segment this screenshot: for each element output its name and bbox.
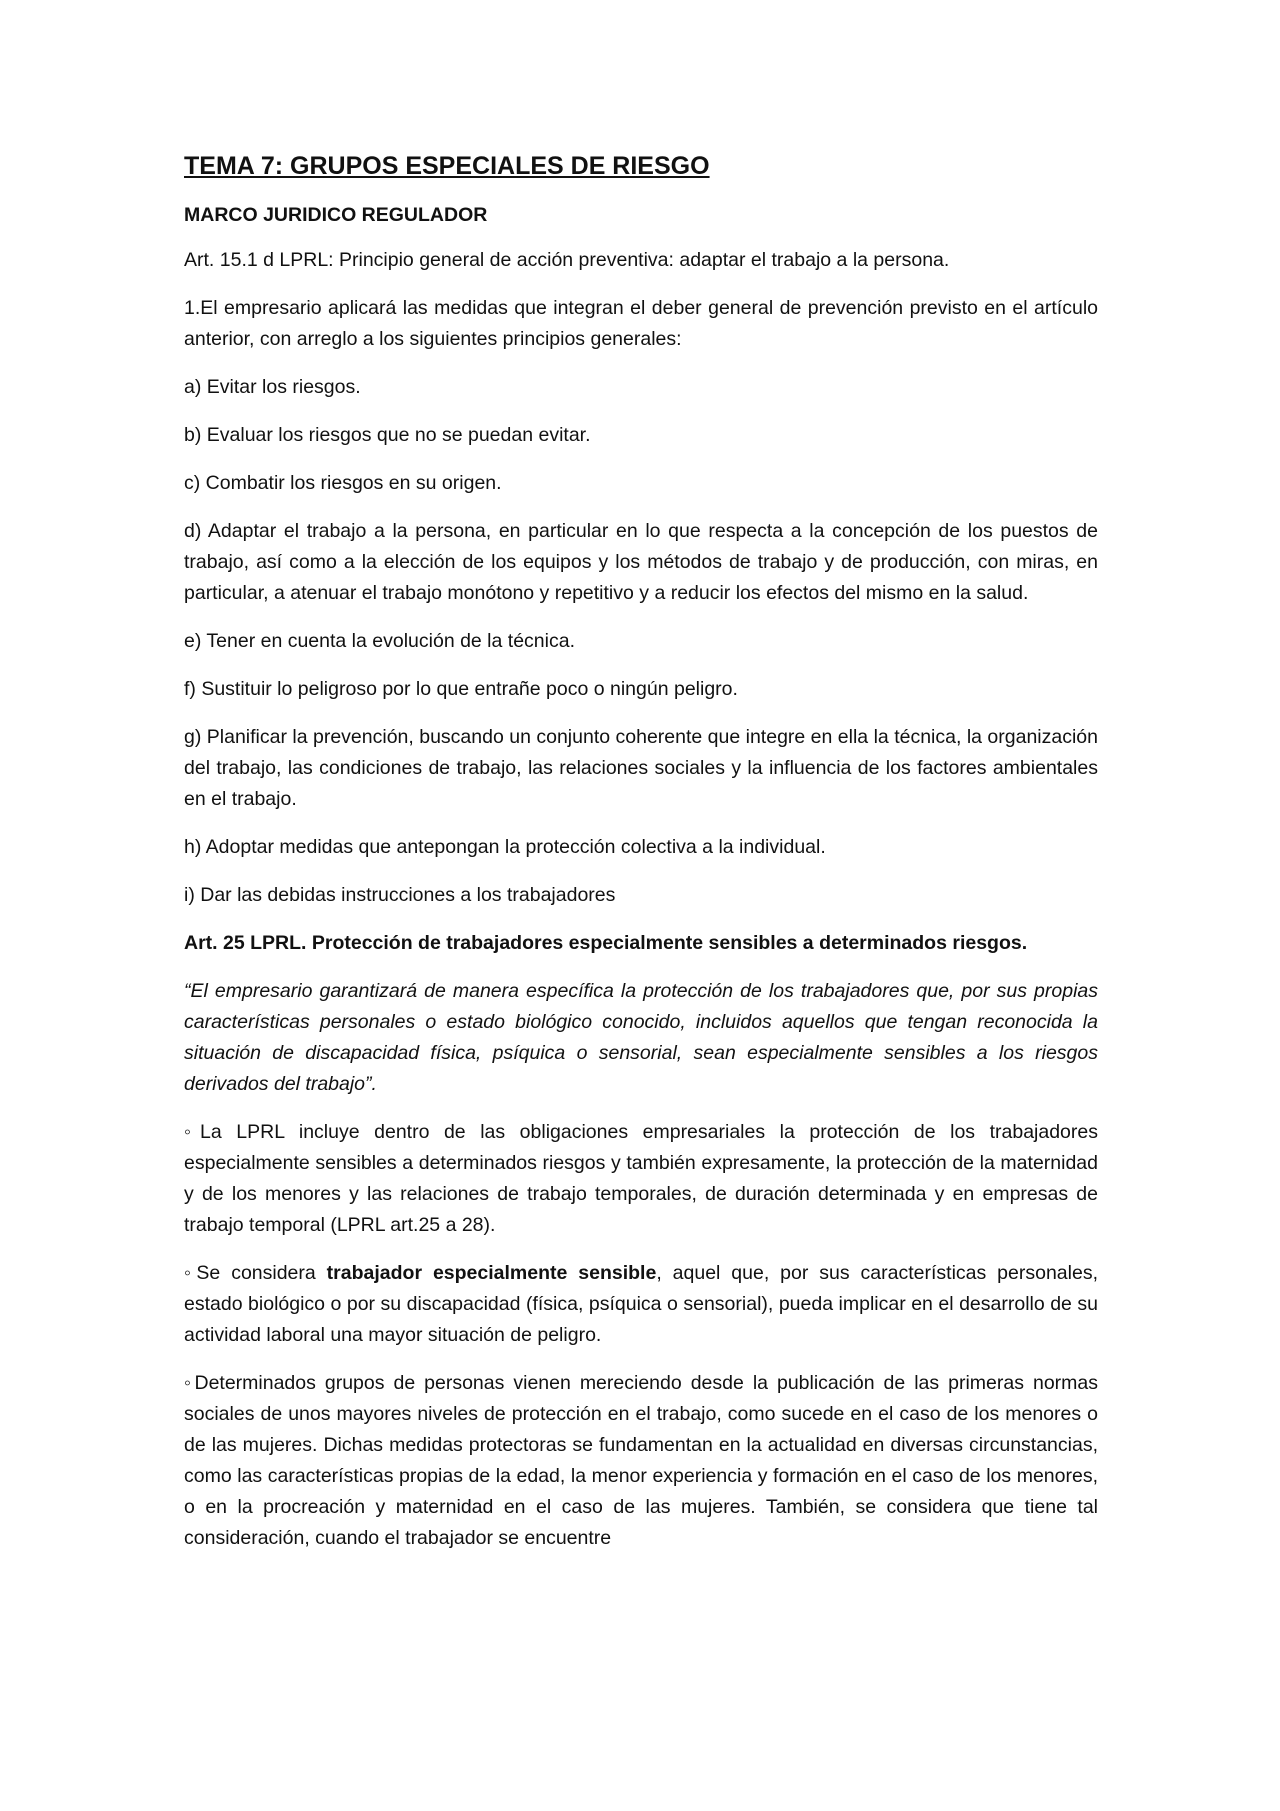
principle-d: d) Adaptar el trabajo a la persona, en particular en lo que respecta a la concepción de los puestos de trabajo, así como a la elección de los equipos y los métodos de trabajo y de producción, con miras, en particular, a atenuar el trabajo monótono y repetitivo y a reducir los efectos del mismo en la salud. <box>184 519 1098 604</box>
principle-a: a) Evitar los riesgos. <box>184 375 361 398</box>
principle-i: i) Dar las debidas instrucciones a los trabajadores <box>184 883 616 906</box>
bullet-paragraph-1: ◦La LPRL incluye dentro de las obligaciones empresariales la protección de los trabajadores especialmente sensibles a determinados riesgos y también expresamente, la protección de la maternidad y de los menores y las relaciones de trabajo temporales, de duración determinada y en empresas de trabajo temporal (LPRL art.25 a 28). <box>184 1120 1098 1236</box>
principle-f: f) Sustituir lo peligroso por lo que entrañe poco o ningún peligro. <box>184 677 738 700</box>
document-title: TEMA 7: GRUPOS ESPECIALES DE RIESGO <box>184 152 710 180</box>
bullet2-prefix: ◦Se considera <box>184 1261 327 1284</box>
bullet2-bold-term: trabajador especialmente sensible <box>326 1261 657 1284</box>
art15-intro: Art. 15.1 d LPRL: Principio general de acción preventiva: adaptar el trabajo a la persona. <box>184 248 950 271</box>
document-body <box>184 150 1098 1554</box>
art15-paragraph: 1.El empresario aplicará las medidas que integran el deber general de prevención previsto en el artículo anterior, con arreglo a los siguientes principios generales: <box>184 296 1098 350</box>
principle-b: b) Evaluar los riesgos que no se puedan evitar. <box>184 423 591 446</box>
bullet-paragraph-3: ◦Determinados grupos de personas vienen mereciendo desde la publicación de las primeras normas sociales de unos mayores niveles de protección en el trabajo, como sucede en el caso de los menores o de las mujeres. Dichas medidas protectoras se fundamentan en la actualidad en diversas circunstancias, como las características propias de la edad, la menor experiencia y formación en el caso de los menores, o en la procreación y maternidad en el caso de las mujeres. También, se considera que tiene tal consideración, cuando el trabajador se encuentre <box>184 1371 1098 1549</box>
principle-h: h) Adoptar medidas que antepongan la protección colectiva a la individual. <box>184 835 826 858</box>
section-heading: MARCO JURIDICO REGULADOR <box>184 203 488 226</box>
bullet2-suffix: , aquel que, por sus características personales, estado biológico o por su discapacidad (física, psíquica o sensorial), pueda implicar en el desarrollo de su actividad laboral una mayor situación de peligro. <box>184 1261 1098 1346</box>
principle-c: c) Combatir los riesgos en su origen. <box>184 471 502 494</box>
bullet-paragraph-2 <box>184 1258 1098 1351</box>
art25-quote: “El empresario garantizará de manera específica la protección de los trabajadores que, por sus propias características personales o estado biológico conocido, incluidos aquellos que tengan reconocida la situación de discapacidad física, psíquica o sensorial, sean especialmente sensibles a los riesgos derivados del trabajo”. <box>184 979 1098 1095</box>
art25-heading: Art. 25 LPRL. Protección de trabajadores especialmente sensibles a determinados riesgos. <box>184 931 1028 954</box>
principle-e: e) Tener en cuenta la evolución de la técnica. <box>184 629 575 652</box>
principle-g: g) Planificar la prevención, buscando un conjunto coherente que integre en ella la técnica, la organización del trabajo, las condiciones de trabajo, las relaciones sociales y la influencia de los factores ambientales en el trabajo. <box>184 725 1098 810</box>
